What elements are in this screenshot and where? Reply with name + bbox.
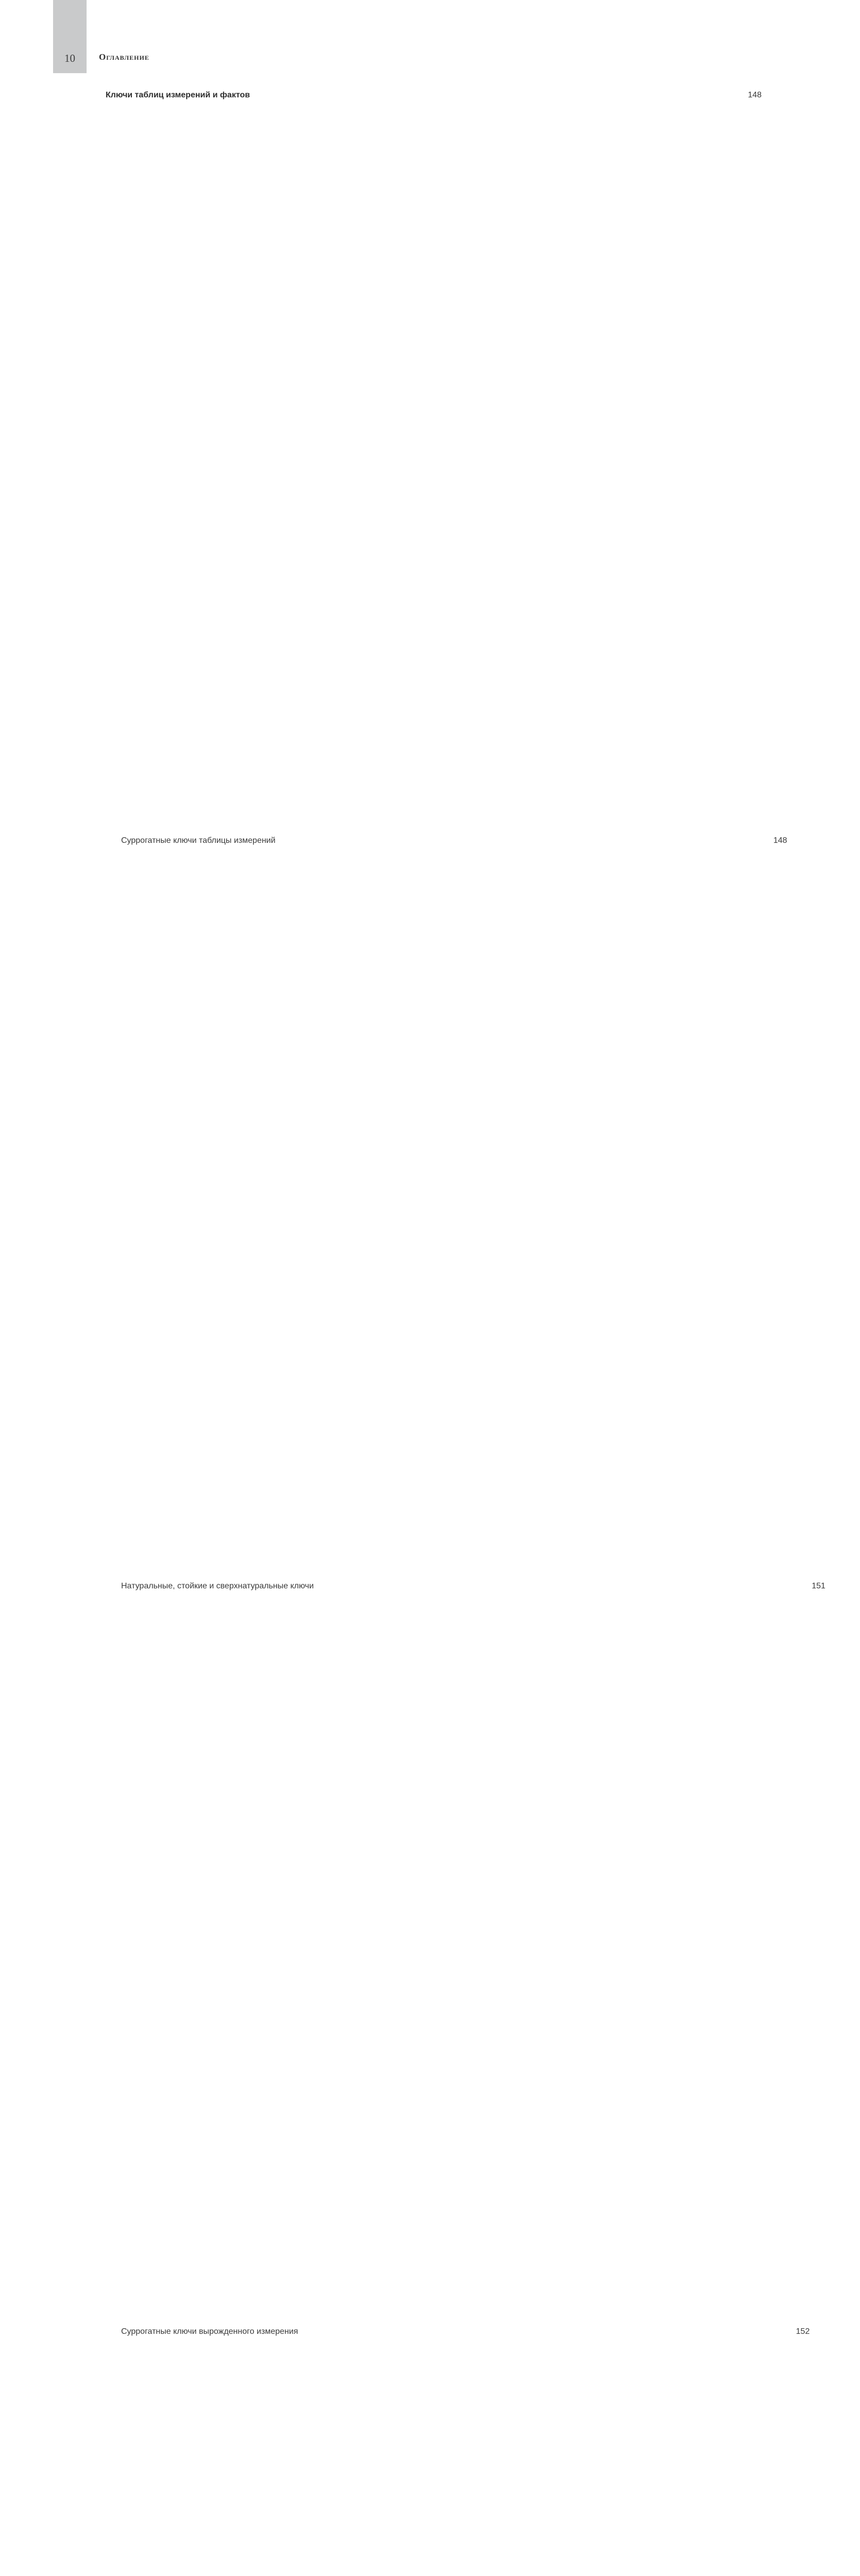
page-number-tab [53, 0, 87, 73]
toc-entry-line [106, 88, 762, 834]
toc-entry-label: Натуральные, стойкие и сверхнатуральные ключи [121, 1582, 314, 1590]
toc-entry [121, 1579, 825, 2325]
page-number: 10 [64, 52, 75, 64]
toc-entry [106, 88, 762, 834]
running-head: Оглавление [99, 52, 149, 62]
toc-entry-line [121, 834, 787, 1579]
toc-page-number: 152 [299, 2325, 810, 2576]
toc-entry-label: Ключи таблиц измерений и фактов [106, 91, 250, 99]
toc-entry-line [121, 2325, 810, 2576]
toc-page-number: 148 [251, 88, 762, 834]
toc-entry-label: Суррогатные ключи вырожденного измерения [121, 2327, 298, 2336]
toc-entry [121, 834, 787, 1579]
toc-entry-line [121, 1579, 825, 2325]
toc-entry-label: Суррогатные ключи таблицы измерений [121, 836, 276, 845]
toc-entry [121, 2325, 810, 2576]
toc-page-number: 151 [315, 1579, 825, 2325]
toc-list [106, 88, 825, 2576]
toc-page-number: 148 [277, 834, 787, 1579]
